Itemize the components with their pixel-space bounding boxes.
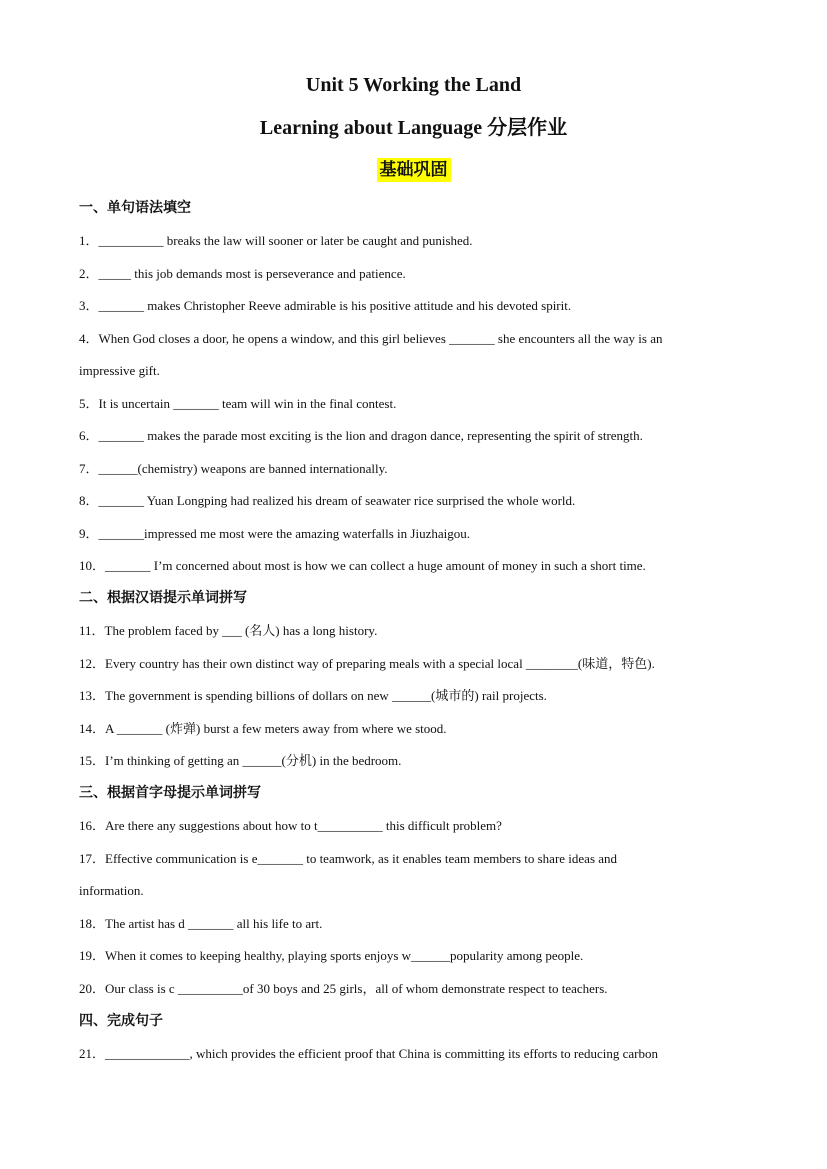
question-line: 1．__________ breaks the law will sooner or later be caught and punished. [79,233,473,248]
section-heading-complete-sentences: 四、完成句子 [79,1013,163,1029]
question-line: 10．_______ I’m concerned about most is how we can collect a huge amount of money in such a short time. [79,558,646,573]
question-line: 9．_______impressed me most were the amazing waterfalls in Jiuzhaigou. [79,526,470,541]
question-line-continued: impressive gift. [79,363,160,378]
question-line: 13．The government is spending billions of dollars on new ______(城市的) rail projects. [79,688,547,703]
section-heading-initial-letter-spelling: 三、根据首字母提示单词拼写 [79,785,261,801]
question-line: 20．Our class is c __________of 30 boys and 25 girls，all of whom demonstrate respect to teachers. [79,981,608,996]
question-line: 14．A _______ (炸弹) burst a few meters away from where we stood. [79,721,447,736]
question-line: 2．_____ this job demands most is perseverance and patience. [79,266,406,281]
question-line: 18．The artist has d _______ all his life to art. [79,916,323,931]
question-line: 8．_______ Yuan Longping had realized his dream of seawater rice surprised the whole world. [79,493,576,508]
question-line: 7．______(chemistry) weapons are banned internationally. [79,461,388,476]
page-subtitle: Learning about Language 分层作业 [259,117,568,139]
level-badge: 基础巩固 [377,158,451,182]
question-line: 5．It is uncertain _______ team will win in the final contest. [79,396,397,411]
question-line: 15．I’m thinking of getting an ______(分机) in the bedroom. [79,753,402,768]
question-line: 6．_______ makes the parade most exciting is the lion and dragon dance, representing the spirit of strength. [79,428,643,443]
question-line: 11．The problem faced by ___ (名人) has a long history. [79,623,378,638]
question-line: 17．Effective communication is e_______ to teamwork, as it enables team members to share ideas and [79,851,618,866]
question-line: 12．Every country has their own distinct way of preparing meals with a special local ________(味道，特色). [79,656,655,671]
question-line: 4．When God closes a door, he opens a window, and this girl believes _______ she encounters all the way is an [79,331,663,346]
question-line: 3．_______ makes Christopher Reeve admirable is his positive attitude and his devoted spirit. [79,298,572,313]
section-heading-chinese-hint-spelling: 二、根据汉语提示单词拼写 [79,590,247,606]
question-line: 16．Are there any suggestions about how to t__________ this difficult problem? [79,818,502,833]
question-line: 19．When it comes to keeping healthy, playing sports enjoys w______popularity among people. [79,948,584,963]
level-badge-row [0,158,827,182]
section-heading-grammar-fill: 一、单句语法填空 [79,200,191,216]
question-line: 21．_____________, which provides the efficient proof that China is committing its efforts to reducing carbon [79,1046,658,1061]
page-title: Unit 5 Working the Land [305,74,522,96]
question-line-continued: information. [79,883,144,898]
